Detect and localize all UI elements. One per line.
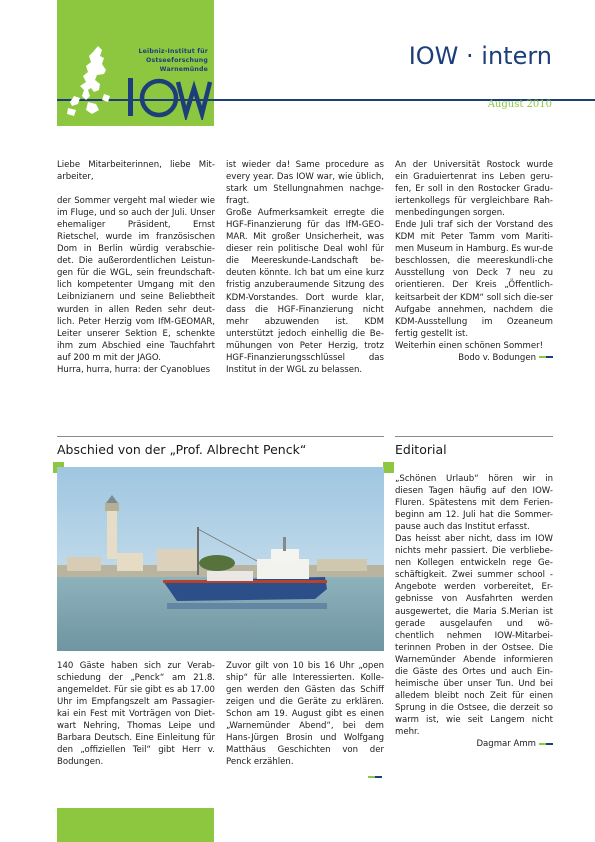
- section-rule: [395, 436, 553, 437]
- letter-paragraph: An der Universität Rostock wurde ein Graduiertenrat ins Leben geru-fen, Er soll in den Rostocker Gradu-iertenkollegs für vergleichbare Rah-menbedingungen sorgen.: [395, 160, 553, 219]
- end-marker-icon: [539, 743, 553, 745]
- letter-column-1: [57, 159, 215, 376]
- newsletter-title: IOW · intern: [408, 42, 552, 70]
- institute-line-1: Leibniz-Institut für: [138, 48, 208, 55]
- editorial-heading: Editorial: [395, 442, 447, 457]
- penck-heading: Abschied von der „Prof. Albrecht Penck“: [57, 442, 307, 457]
- institute-line-3: Warnemünde: [159, 66, 208, 73]
- accent-square: [383, 462, 394, 473]
- institute-name: [132, 47, 208, 74]
- editorial-signature: Dagmar Amm: [476, 739, 536, 750]
- institute-line-2: Ostseeforschung: [146, 57, 208, 64]
- letter-signature-row: [395, 352, 553, 364]
- letter-paragraph: Ende Juli traf sich der Vorstand des KDM mit Peter Tamm vom Mariti-men Museum in Hamburg. Es wur-de beschlossen, die meereskundli-che Ausstellung von Deck 7 neu zu orientieren. Der Kreis „Öffentlich-keitsarbeit der KDM“ soll sich die-ser Aufgabe annehmen, nachdem die KDM-Ausstellung im Ozeaneum fertig gestellt ist.: [395, 220, 553, 339]
- blank-line: [57, 183, 215, 195]
- editorial-paragraph: „Schönen Urlaub“ hören wir in diesen Tagen häufig auf den IOW-Fluren. Spätestens mit dem Ferien-beginn am 12. Juli hat die Sommer-pause auch das Institut erfasst.: [395, 474, 553, 533]
- letter-column-2: [226, 159, 384, 376]
- iow-logo: [126, 72, 212, 120]
- editorial-column: [395, 473, 553, 750]
- editorial-paragraph: Das heisst aber nicht, dass im IOW nichts mehr passiert. Die verbliebe-nen Kollegen entwickeln rege Ge-schäftigkeit. Zwei summer school -Angebote werden vorbereitet, Er-gebnisse von Ausfahrten werden ausgewertet, die Maria S.Merian ist gerade ausgelaufen und wö-chentlich nehmen IOW-Mitarbei-terinnen Proben in der Ostsee. Die Warnemünder Abende informieren die Gäste des Ortes und auch Ein-heimische über unser Tun. Und bei alledem bleibt noch Zeit für einen Sprung in die Ostsee, die derzeit so warm ist, wie seit Langem nicht mehr.: [395, 534, 553, 737]
- letter-salutation: Liebe Mitarbeiterinnen, liebe Mit-arbeiter,: [57, 160, 215, 183]
- penck-column-2: [226, 660, 384, 768]
- penck-paragraph: Zuvor gilt von 10 bis 16 Uhr „open ship“ für alle Interessierten. Kolle-gen werden den Gästen das Schiff zeigen und die Geräte zu erklären. Schon am 19. August gibt es einen „Warnemünder Abend“, bei dem Hans-Jürgen Brosin und Wolfgang Matthäus Geschichten von der Penck erzählen.: [226, 661, 384, 768]
- letter-column-3: [395, 159, 553, 364]
- letter-closing: Weiterhin einen schönen Sommer!: [395, 340, 544, 351]
- letter-signature: Bodo v. Bodungen: [458, 352, 536, 363]
- editorial-signature-row: [395, 738, 553, 750]
- letter-paragraph: der Sommer vergeht mal wieder wie im Fluge, und so auch der Juli. Unser ehemaliger Präsident, Ernst Rietschel, wurde im französischen Dom in Berlin würdig verabschie-det. Die außerordentlichen Leistun-gen für die WGL, sein freundschaft-lich kompetenter Umgang mit den Leibnizianern und seine Beliebtheit wurden in allen Reden sehr deut-lich. Peter Herzig vom IfM-GEOMAR, Leiter unserer Sektion E, schenkte ihm zum Abschied eine Tauchfahrt auf 200 m mit der JAGO.: [57, 196, 215, 363]
- letter-paragraph: Hurra, hurra, hurra: der Cyanoblues: [57, 364, 211, 375]
- letter-paragraph: Große Aufmerksamkeit erregte die HGF-Finanzierung für das IfM-GEO-MAR. Mit großer Unsicherheit, was dieser rein politische Deal wohl für die Meereskunde-Landschaft be-deuten könnte. Ich bat um eine kurz fristig anzuberaumende Sitzung des KDM-Vorstandes. Dort wurde klar, dass die HGF-Finanzierung nicht mehr abzuwenden ist. KDM unterstützt jedoch einhellig die Be-mühungen von Peter Herzig, trotz HGF-Finanzierungsschlüssel das Institut in der WGL zu belassen.: [226, 208, 384, 375]
- end-marker-icon: [539, 356, 553, 358]
- footer-panel: [57, 808, 214, 842]
- baltic-map-icon: [64, 44, 126, 118]
- section-rule: [57, 436, 384, 437]
- end-marker-icon: [368, 776, 382, 778]
- issue-date: August 2010: [487, 99, 552, 110]
- penck-paragraph: 140 Gäste haben sich zur Verab-schiedung der „Penck“ am 21.8. angemeldet. Für sie gibt es ab 17.00 Uhr im Empfangszelt am Passagier-kai ein Fest mit Vorträgen von Diet-wart Nehring, Thomas Leipe und Barbara Deutsch. Eine Einleitung für den „offiziellen Teil“ gibt Herr v. Bodungen.: [57, 661, 215, 768]
- penck-column-1: [57, 660, 215, 768]
- ship-photo: [57, 467, 384, 651]
- letter-paragraph: ist wieder da! Same procedure as every year. Das IOW war, wie üblich, stark um Stellungnahmen nachge-fragt.: [226, 160, 384, 207]
